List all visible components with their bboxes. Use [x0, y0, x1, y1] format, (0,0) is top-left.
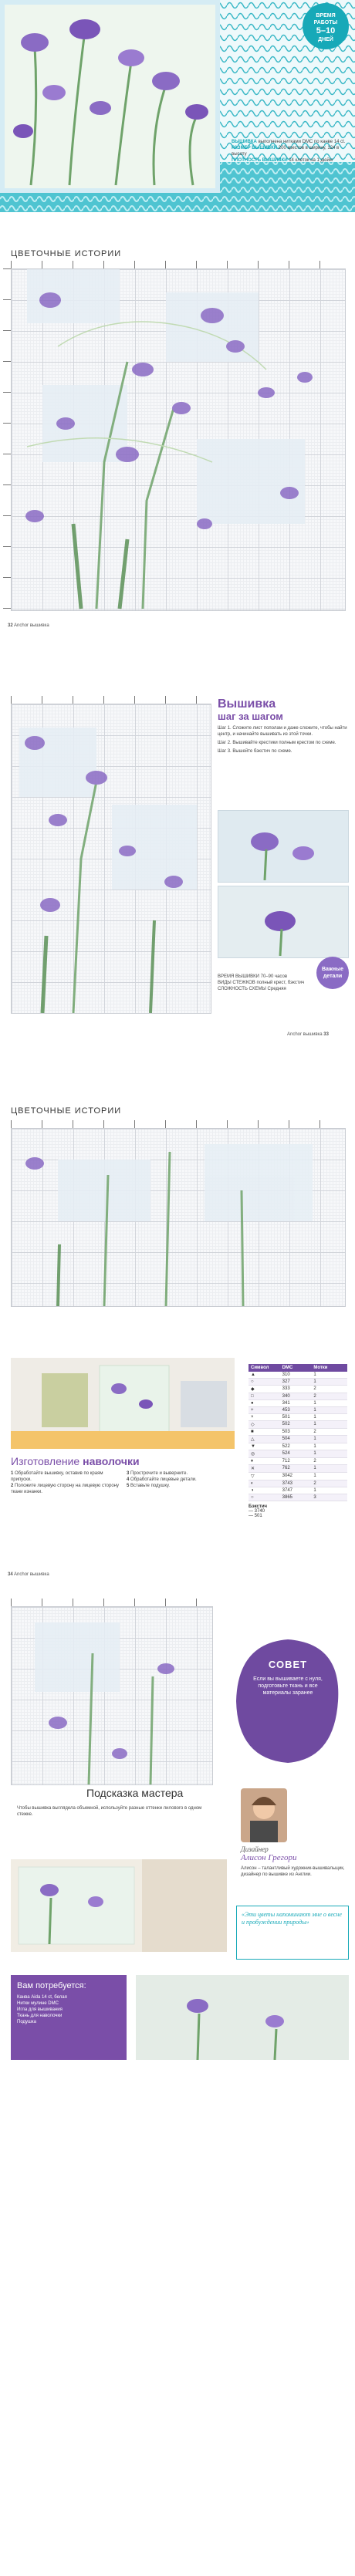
hint-text: Чтобы вышивка выглядела объемной, используйте разные оттенки лилового в одном стежке. [17, 1806, 202, 1817]
pillow-photo-small [11, 1358, 235, 1449]
chart-flowers [12, 704, 211, 1013]
step-text: Шаг 1. Сложите лист пополам и даже сложите, чтобы найти центр, и начинайте вышивать из этой точки. [218, 726, 347, 737]
cross-stitch-chart [11, 268, 346, 611]
step-photo [218, 810, 349, 883]
legend-cell: 3042 [282, 1474, 293, 1478]
legend-cell: 524 [282, 1451, 290, 1456]
legend-row [248, 1494, 347, 1501]
legend-cell: 1 [313, 1444, 316, 1449]
pillow-photo [0, 0, 355, 212]
legend-cell: ◐ [251, 1481, 254, 1486]
legend-cell: 1 [313, 1379, 316, 1384]
time-badge [303, 3, 349, 49]
legend-cell: 1 [313, 1372, 316, 1377]
legend-cell: 1 [313, 1422, 316, 1426]
legend-row [248, 1473, 347, 1480]
caption-text: 200 крестов в ширину, 124 в высоту [232, 146, 340, 157]
legend-row [248, 1400, 347, 1407]
legend-cell: ✕ [251, 1467, 255, 1471]
quote-text: «Эти цветы напоминают мне о весне и пробуждении природы» [242, 1911, 342, 1926]
chart-flowers [12, 1607, 212, 1784]
legend-cell: ■ [251, 1430, 254, 1434]
legend-cell: △ [251, 1437, 255, 1442]
caption-text: 14 клеток на 1 дюйм [289, 158, 333, 163]
page-number [287, 1032, 329, 1037]
making-title [11, 1455, 140, 1467]
legend-cell: 1 [313, 1401, 316, 1406]
legend-cell: ▲ [251, 1372, 255, 1377]
legend-row [248, 1421, 347, 1429]
legend-cell: 3743 [282, 1481, 293, 1486]
legend-cell: 522 [282, 1444, 290, 1449]
step-title: Вышивка [218, 697, 276, 711]
quote-box [236, 1906, 349, 1960]
detail-item: ВИДЫ СТЕЖКОВ полный крест, бэкстич [218, 981, 305, 985]
caption-label: ПЛОТНОСТЬ ВЫШИВКИ [232, 158, 288, 163]
caption-text: выполнена нитками DMC по канве 14 ct. [258, 140, 346, 144]
backstitch-item: — 3740 [248, 1509, 265, 1514]
step-by-step-block [218, 697, 349, 755]
making-title-b: наволочки [83, 1455, 140, 1467]
legend-cell: 3 [313, 1495, 316, 1500]
making-step: 1 Обработайте вышивку, оставив по краям припуски. [11, 1471, 103, 1482]
legend-cell: 310 [282, 1372, 290, 1377]
legend-row [248, 1429, 347, 1436]
legend-cell: 2 [313, 1386, 316, 1391]
legend-row [248, 1465, 347, 1473]
legend-cell: ▽ [251, 1474, 255, 1479]
legend-row [248, 1393, 347, 1400]
legend-cell: 1 [313, 1474, 316, 1478]
backstitch-item: — 501 [248, 1514, 262, 1518]
step-photo [218, 886, 349, 958]
tip-blob [230, 1636, 346, 1767]
legend-cell: 504 [282, 1437, 290, 1441]
legend-row [248, 1443, 347, 1450]
details-list [218, 974, 314, 992]
legend-row [248, 1480, 347, 1487]
making-step: 4 Обработайте лицевые детали. [127, 1477, 197, 1482]
legend-cell: + [251, 1408, 254, 1413]
legend-cell: 341 [282, 1401, 290, 1406]
legend-cell: 1 [313, 1488, 316, 1493]
page-number-value: 32 [8, 623, 13, 628]
legend-cell: 1 [313, 1408, 316, 1413]
badge-line: ВРЕМЯ [316, 13, 336, 19]
step-photos [218, 810, 349, 957]
cover-caption [232, 139, 347, 164]
making-step: 3 Прострочите и выверните. [127, 1471, 188, 1476]
legend-cell: 1 [313, 1451, 316, 1456]
legend-row [248, 1379, 347, 1386]
legend-cell: 1 [313, 1415, 316, 1420]
needs-item: Ткань для наволочки [17, 2014, 63, 2018]
author-block [241, 1845, 349, 1878]
legend-cell: 762 [282, 1466, 290, 1470]
page-number-value: 34 [8, 1572, 13, 1577]
page-number [8, 623, 49, 628]
making-step: 2 Положите лицевую сторону на лицевую сторону ткани изнанки. [11, 1484, 119, 1494]
legend-header-cell: Мотки [313, 1366, 328, 1370]
details-badge [316, 957, 349, 989]
detail-item: ВРЕМЯ ВЫШИВКИ 70–90 часов [218, 974, 288, 979]
section-title: ЦВЕТОЧНЫЕ ИСТОРИИ [11, 1106, 122, 1116]
legend-cell: ○ [251, 1495, 254, 1500]
legend-cell: ◇ [251, 1423, 255, 1427]
author-italic: Дизайнер [241, 1845, 269, 1853]
bottom-photo [136, 1975, 349, 2060]
badge-line: детали [323, 974, 343, 979]
legend-cell: 1 [313, 1437, 316, 1441]
needs-item: Канва Aida 14 ct, белая [17, 1995, 67, 2000]
legend-cell: 501 [282, 1415, 290, 1420]
badge-line: ДНЕЙ [318, 37, 333, 42]
legend-cell: ◎ [251, 1452, 255, 1457]
page-number [8, 1572, 49, 1577]
legend-row [248, 1407, 347, 1414]
legend-cell: 3747 [282, 1488, 293, 1493]
legend-cell: ● [251, 1401, 254, 1406]
cover-photo [0, 0, 355, 212]
legend-cell: ♦ [251, 1459, 254, 1464]
badge-line: Важные [321, 967, 343, 972]
page-footer: Anchor вышивка [14, 623, 49, 628]
legend-cell: 712 [282, 1459, 290, 1464]
legend-row [248, 1436, 347, 1443]
cross-stitch-chart [11, 704, 211, 1014]
author-bio: Алисон – талантливый художник-вышивальщик, дизайнер по вышивке из Англии. [241, 1866, 345, 1877]
legend-header [248, 1364, 347, 1372]
needs-box [11, 1975, 127, 2060]
legend-cell: 3865 [282, 1495, 293, 1500]
page-footer: Anchor вышивка [14, 1572, 49, 1577]
tip-title: СОВЕТ [268, 1659, 308, 1670]
author-name: Алисон Грегори [241, 1853, 297, 1862]
pillow-photo-bottom [11, 1859, 227, 1952]
legend-rows [248, 1372, 347, 1501]
page-number-value: 33 [323, 1032, 329, 1037]
chart-flowers [12, 1129, 345, 1306]
legend-cell: 2 [313, 1394, 316, 1399]
caption-label: ВЫШИВКА [232, 140, 257, 144]
needs-item: Нитки мулине DMC [17, 2001, 59, 2006]
legend-cell: □ [251, 1394, 254, 1399]
legend-cell: 502 [282, 1422, 290, 1426]
section-title: ЦВЕТОЧНЫЕ ИСТОРИИ [11, 249, 122, 258]
making-title-a: Изготовление [11, 1455, 80, 1467]
legend-row [248, 1414, 347, 1421]
legend-row [248, 1458, 347, 1465]
legend-header-cell: DMC [282, 1366, 293, 1370]
legend-cell: 503 [282, 1430, 290, 1434]
badge-line: РАБОТЫ [313, 20, 338, 25]
legend-cell: ○ [251, 1379, 254, 1384]
caption-label: РАЗМЕР ВЫШИВКИ [232, 146, 278, 150]
legend-cell: 2 [313, 1430, 316, 1434]
legend-cell: 333 [282, 1386, 290, 1391]
legend-row [248, 1487, 347, 1494]
page-footer: Anchor вышивка [287, 1032, 323, 1037]
legend-row [248, 1386, 347, 1393]
legend-header-cell: Символ [251, 1366, 269, 1370]
cross-stitch-chart [11, 1606, 213, 1785]
legend-cell: × [251, 1415, 254, 1420]
backstitch-title: Бэкстич [248, 1504, 267, 1509]
legend-row [248, 1450, 347, 1458]
legend-cell: ◆ [251, 1387, 255, 1392]
tip-box [230, 1636, 346, 1767]
legend-cell: 453 [282, 1408, 290, 1413]
legend-cell: 2 [313, 1481, 316, 1486]
needs-item: Игла для вышивания [17, 2007, 63, 2012]
chart-flowers [12, 269, 345, 610]
badge-value: 5–10 [316, 26, 336, 35]
color-legend [248, 1364, 347, 1518]
needs-item: Подушка [17, 2020, 36, 2024]
author-photo [241, 1788, 287, 1842]
making-step: 5 Вставьте подушку. [127, 1484, 171, 1488]
step-text: Шаг 2. Вышивайте крестики полным крестом по схеме. [218, 741, 336, 745]
legend-cell: 327 [282, 1379, 290, 1384]
legend-cell: 1 [313, 1466, 316, 1470]
tip-text: Если вы вышиваете с нуля, подготовьте ткань и все материалы заранее [253, 1676, 323, 1696]
legend-cell: ◑ [251, 1488, 254, 1493]
legend-cell: ▼ [251, 1444, 255, 1449]
detail-item: СЛОЖНОСТЬ СХЕМЫ Средняя [218, 987, 286, 991]
legend-cell: 340 [282, 1394, 290, 1399]
hint-title: Подсказка мастера [86, 1787, 184, 1799]
needs-title: Вам потребуется: [17, 1981, 86, 1990]
legend-row [248, 1372, 347, 1379]
step-text: Шаг 3. Вышейте бэкстич по схеме. [218, 749, 292, 754]
legend-cell: 2 [313, 1459, 316, 1464]
cross-stitch-chart [11, 1128, 346, 1307]
step-subtitle: шаг за шагом [218, 711, 283, 722]
making-steps [11, 1470, 235, 1495]
